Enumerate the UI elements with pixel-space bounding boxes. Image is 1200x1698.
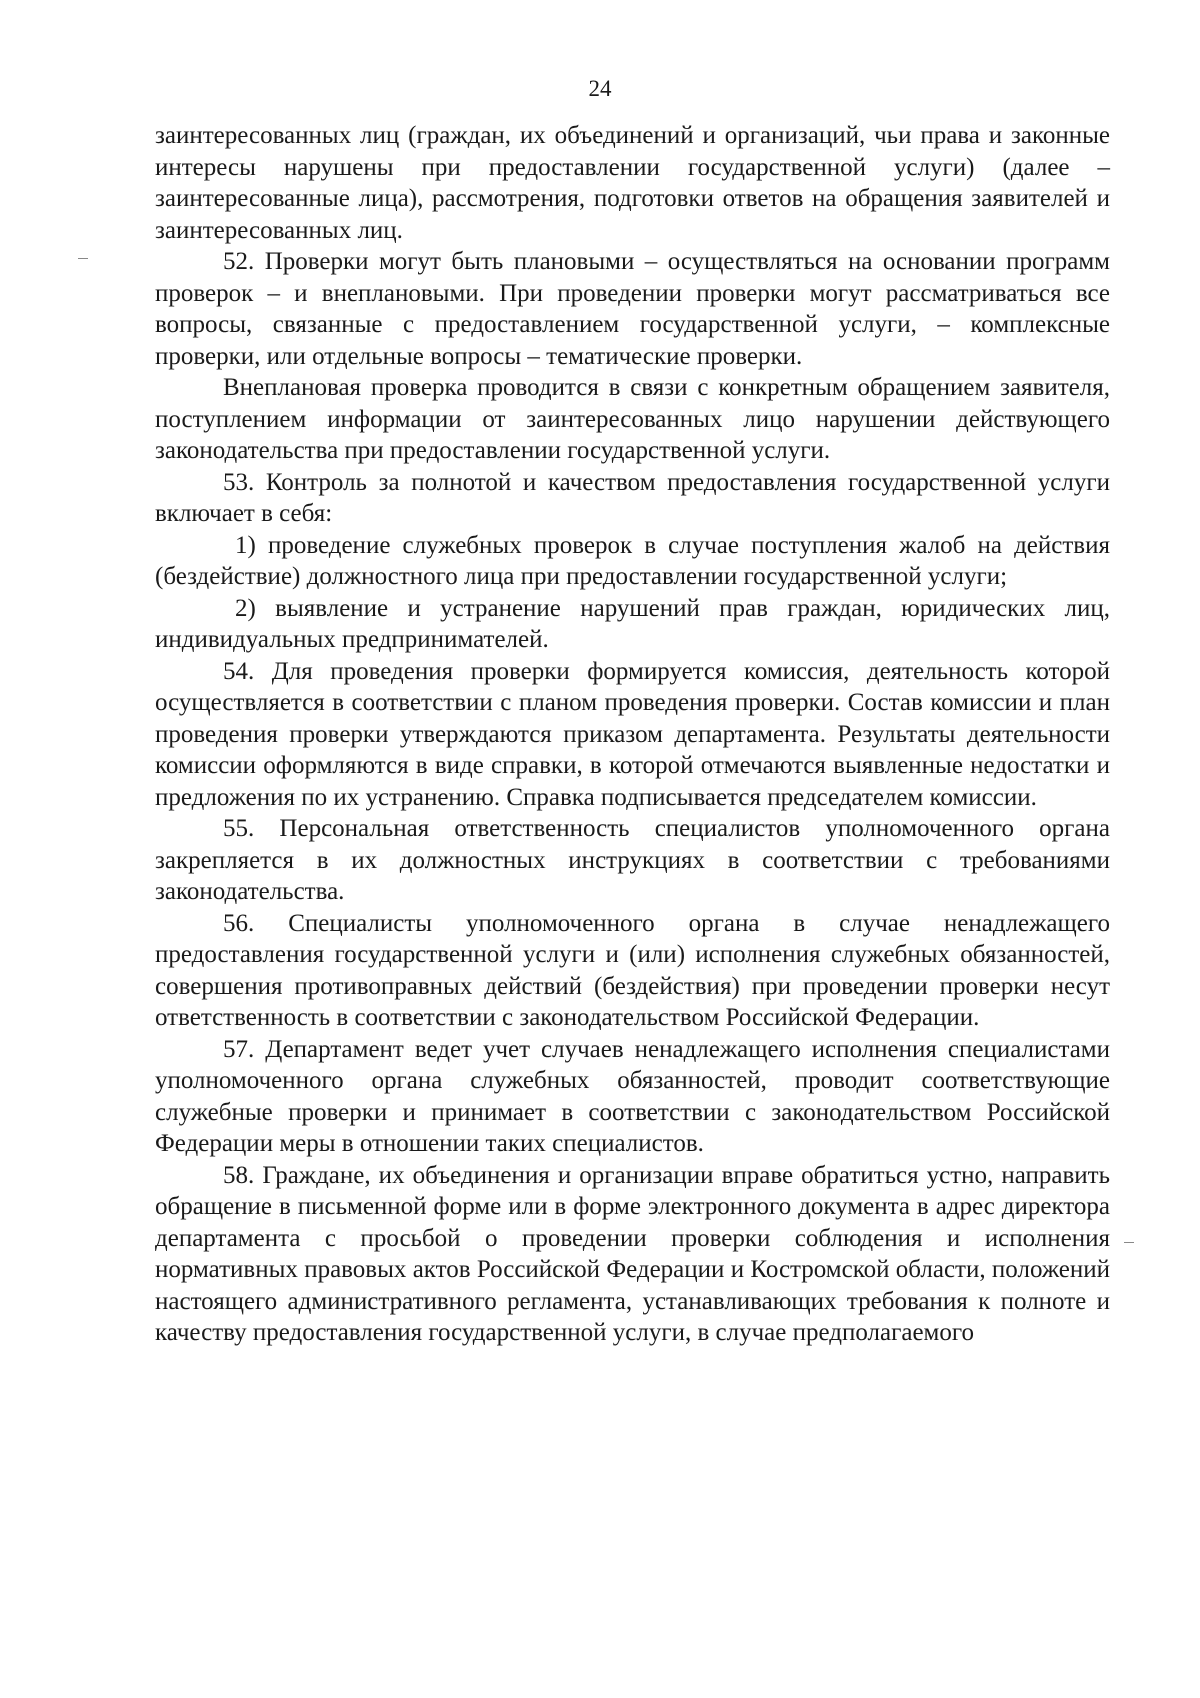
scan-artifact-right [1124,1242,1134,1243]
paragraph-unscheduled-check: Внеплановая проверка проводится в связи с конкретным обращением заявителя, поступлением информации от заинтересованных лицо нарушении действующего законодательства при предоставлении государственной услуги. [155,374,1110,464]
paragraph-58: 58. Граждане, их объединения и организации вправе обратиться устно, направить обращение в письменной форме или в форме электронного документа в адрес директора департамента с просьбой о проведении проверки соблюдения и исполнения нормативных правовых актов Российской Федерации и Костромской области, положений настоящего административного регламента, устанавливающих требования к полноте и качеству предоставления государственной услуги, в случае предполагаемого [155,1161,1110,1346]
paragraph-52: 52. Проверки могут быть плановыми – осуществляться на основании программ проверок – и внеплановыми. При проведении проверки могут рассматриваться все вопросы, связанные с предоставлением государственной услуги, – комплексные проверки, или отдельные вопросы – тематические проверки. [155,248,1110,370]
paragraph-continuation: заинтересованных лиц (граждан, их объединений и организаций, чьи права и законные интересы нарушены при предоставлении государственной услуги) (далее – заинтересованные лица), рассмотрения, подготовки ответов на обращения заявителей и заинтересованных лиц. [155,122,1110,244]
paragraph-56: 56. Специалисты уполномоченного органа в случае ненадлежащего предоставления государственной услуги и (или) исполнения служебных обязанностей, совершения противоправных действий (бездействия) при проведении проверки несут ответственность в соответствии с законодательством Российской Федерации. [155,909,1110,1031]
paragraph-54: 54. Для проведения проверки формируется комиссия, деятельность которой осуществляется в соответствии с планом проведения проверки. Состав комиссии и план проведения проверки утверждаются приказом департамента. Результаты деятельности комиссии оформляются в виде справки, в которой отмечаются выявленные недостатки и предложения по их устранению. Справка подписывается председателем комиссии. [155,657,1110,811]
page-number: 24 [588,76,612,101]
paragraph-53-item-1: 1) проведение служебных проверок в случае поступления жалоб на действия (бездействие) должностного лица при предоставлении государственной услуги; [155,531,1110,590]
paragraph-53: 53. Контроль за полнотой и качеством предоставления государственной услуги включает в себя: [155,468,1110,527]
document-body [155,120,1110,1349]
paragraph-55: 55. Персональная ответственность специалистов уполномоченного органа закрепляется в их должностных инструкциях в соответствии с требованиями законодательства. [155,815,1110,905]
paragraph-57: 57. Департамент ведет учет случаев ненадлежащего исполнения специалистами уполномоченного органа служебных обязанностей, проводит соответствующие служебные проверки и принимает в соответствии с законодательством Российской Федерации меры в отношении таких специалистов. [155,1035,1110,1157]
scan-artifact-left [78,258,88,259]
paragraph-53-item-2: 2) выявление и устранение нарушений прав граждан, юридических лиц, индивидуальных предпринимателей. [155,594,1110,653]
